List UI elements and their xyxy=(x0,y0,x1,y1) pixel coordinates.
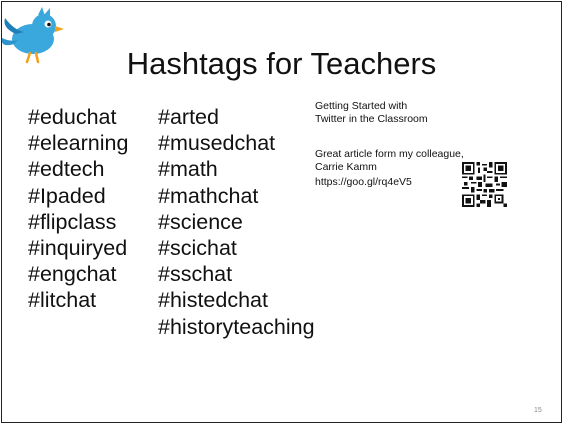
hashtag-item: #inquiryed xyxy=(28,236,128,261)
hashtag-item: #Ipaded xyxy=(28,183,106,208)
article-note-line: Carrie Kamm xyxy=(315,161,377,173)
hashtag-item: #litchat xyxy=(28,288,97,313)
hashtag-item: #sschat xyxy=(158,262,233,287)
slide-title: Hashtags for Teachers xyxy=(126,46,437,81)
article-note-line: Great article form my colleague, xyxy=(315,148,464,160)
hashtag-item: #science xyxy=(158,209,243,234)
article-heading-line: Getting Started with xyxy=(315,100,408,112)
hashtag-item: #mathchat xyxy=(158,183,259,208)
hashtag-item: #historyteaching xyxy=(158,314,315,339)
article-link[interactable]: https://goo.gl/rq4eV5 xyxy=(315,176,412,188)
slide-number: 15 xyxy=(534,407,542,414)
hashtag-list-left xyxy=(28,104,128,314)
article-note xyxy=(315,148,464,174)
slide xyxy=(1,1,562,423)
hashtag-item: #flipclass xyxy=(28,209,117,234)
hashtag-item: #histedchat xyxy=(158,288,268,313)
hashtag-item: #edtech xyxy=(28,157,105,182)
article-heading xyxy=(315,100,428,126)
hashtag-item: #scichat xyxy=(158,236,237,261)
hashtag-item: #elearning xyxy=(28,131,129,156)
qr-code-icon[interactable] xyxy=(462,162,507,207)
hashtag-item: #math xyxy=(158,157,218,182)
hashtag-item: #arted xyxy=(158,105,219,129)
article-heading-line: Twitter in the Classroom xyxy=(315,113,428,125)
hashtag-list-right xyxy=(158,104,315,340)
hashtag-item: #musedchat xyxy=(158,131,276,156)
hashtag-item: #educhat xyxy=(28,105,117,129)
hashtag-item: #engchat xyxy=(28,262,117,287)
